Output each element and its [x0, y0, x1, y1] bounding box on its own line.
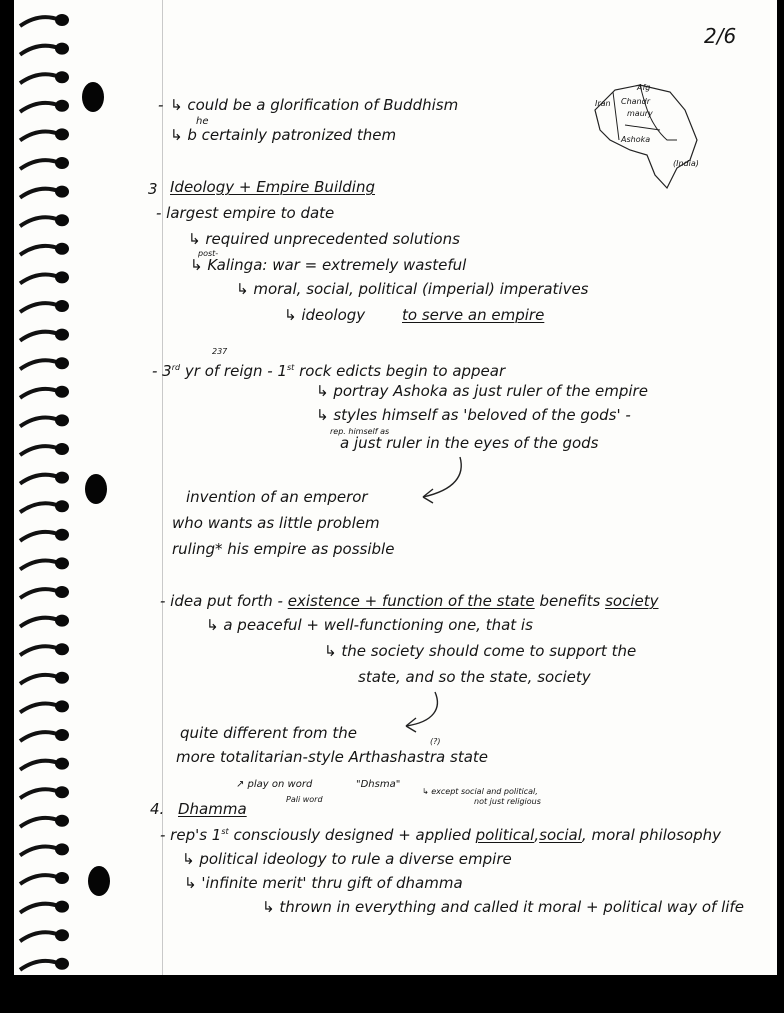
spiral-coil — [20, 815, 69, 827]
map-label: (India) — [673, 159, 699, 168]
spiral-coil — [20, 300, 69, 312]
spiral-coil — [20, 128, 69, 140]
page-number: 2/6 — [704, 24, 737, 48]
note-fragment: consciously designed + applied — [233, 826, 471, 844]
map-label: Chandr — [621, 97, 650, 106]
spiral-coil — [20, 271, 69, 283]
note-line: ↳ Kalinga: war = extremely wasteful — [190, 256, 467, 274]
arrow-icon — [400, 690, 450, 738]
spiral-coil — [20, 71, 69, 83]
spiral-coil — [20, 414, 69, 426]
scan-edge-right — [777, 0, 784, 1013]
note-line: ↳ styles himself as 'beloved of the gods' - — [316, 406, 631, 424]
note-fragment: , moral philosophy — [581, 826, 721, 844]
spiral-coil — [20, 529, 69, 541]
spiral-coil — [20, 643, 69, 655]
note-small: not just religious — [474, 797, 541, 806]
note-fragment-underlined: social — [539, 826, 582, 844]
spiral-coil — [20, 14, 69, 26]
spiral-coil — [20, 729, 69, 741]
note-fragment: - idea put forth - — [160, 592, 283, 610]
note-fragment: , — [534, 826, 540, 844]
note-line: ↳ a peaceful + well-functioning one, that is — [206, 616, 533, 634]
spiral-coil — [20, 329, 69, 341]
note-small: ↳ except social and political, — [422, 787, 538, 796]
punch-hole — [88, 866, 110, 896]
spiral-coil — [20, 586, 69, 598]
note-line: more totalitarian-style Arthashastra state — [176, 748, 489, 766]
map-label: Ashoka — [621, 135, 651, 144]
spiral-coil — [20, 386, 69, 398]
note-line: ↳ portray Ashoka as just ruler of the empire — [316, 382, 648, 400]
note-fragment-underlined: existence + function of the state — [287, 592, 535, 610]
spiral-coil — [20, 958, 69, 970]
spiral-coil — [20, 615, 69, 627]
note-line-underlined: to serve an empire — [402, 306, 545, 324]
note-sup: st — [221, 827, 229, 836]
spiral-coil — [20, 357, 69, 369]
note-line: - largest empire to date — [156, 204, 335, 222]
note-line: quite different from the — [180, 724, 357, 742]
map-label: Afg — [637, 83, 651, 92]
map-label: Iran — [595, 99, 611, 108]
note-line: ↳ ideology — [284, 306, 366, 324]
note-line: ↳ required unprecedented solutions — [188, 230, 460, 248]
note-small: post- — [198, 249, 219, 258]
spiral-coil — [20, 672, 69, 684]
note-line: ↳ 'infinite merit' thru gift of dhamma — [184, 874, 463, 892]
spiral-coil — [20, 872, 69, 884]
note-line: ↳ moral, social, political (imperial) imperatives — [236, 280, 589, 298]
note-line: who wants as little problem — [172, 514, 380, 532]
note-fragment: - rep's 1 — [160, 826, 222, 844]
map-sketch — [585, 80, 715, 190]
map-label: maury — [627, 109, 653, 118]
spiral-coil — [20, 43, 69, 55]
scan-edge-bottom — [0, 975, 784, 1013]
note-fragment: yr of reign - 1 — [184, 362, 288, 380]
note-fragment-underlined: society — [605, 592, 659, 610]
scan-edge-left — [0, 0, 14, 1013]
note-line: invention of an emperor — [186, 488, 368, 506]
note-fragment: benefits — [539, 592, 601, 610]
note-line — [160, 828, 721, 843]
spiral-coil — [20, 843, 69, 855]
note-sup: rd — [171, 363, 181, 372]
note-fragment: - 3 — [152, 362, 172, 380]
punch-hole — [82, 82, 104, 112]
note-line: ↳ thrown in everything and called it moral + political way of life — [262, 898, 744, 916]
spiral-coil — [20, 186, 69, 198]
spiral-coil — [20, 157, 69, 169]
note-small: (?) — [430, 737, 441, 746]
note-line: ↳ could be a glorification of Buddhism — [170, 96, 459, 114]
spiral-coil — [20, 786, 69, 798]
spiral-coil — [20, 443, 69, 455]
spiral-coil — [20, 214, 69, 226]
note-line: state, and so the state, society — [358, 668, 591, 686]
section-heading: Dhamma — [178, 800, 247, 818]
spiral-coil — [20, 557, 69, 569]
note-line: ruling* his empire as possible — [172, 540, 395, 558]
note-fragment: rock edicts begin to appear — [299, 362, 506, 380]
arrow-icon — [415, 455, 475, 505]
map-outline — [585, 80, 715, 190]
punch-hole — [85, 474, 107, 504]
note-line: ↳ b certainly patronized them — [170, 126, 397, 144]
spiral-coil — [20, 500, 69, 512]
note-line — [152, 364, 505, 379]
note-small: 237 — [212, 347, 228, 356]
section-number: 4. — [150, 800, 165, 818]
note-sup: st — [287, 363, 295, 372]
note-small: he — [196, 116, 209, 127]
spiral-coil — [20, 700, 69, 712]
note-small: "Dhsma" — [356, 779, 401, 790]
note-line: ↳ political ideology to rule a diverse empire — [182, 850, 512, 868]
note-line: a just ruler in the eyes of the gods — [340, 434, 599, 452]
section-heading: Ideology + Empire Building — [170, 178, 375, 196]
note-small: rep. himself as — [330, 427, 390, 436]
spiral-coil — [20, 758, 69, 770]
spiral-coil — [20, 243, 69, 255]
spiral-coil — [20, 100, 69, 112]
note-line — [160, 594, 659, 609]
spiral-coil — [20, 472, 69, 484]
spiral-coil — [20, 929, 69, 941]
note-fragment-underlined: political — [475, 826, 535, 844]
spiral-coil — [20, 901, 69, 913]
note-small: ↗ play on word — [236, 779, 313, 790]
note-line: ↳ the society should come to support the — [324, 642, 637, 660]
note-line: - — [158, 96, 164, 114]
section-number: 3 — [148, 180, 158, 198]
note-small: Pali word — [286, 795, 323, 804]
